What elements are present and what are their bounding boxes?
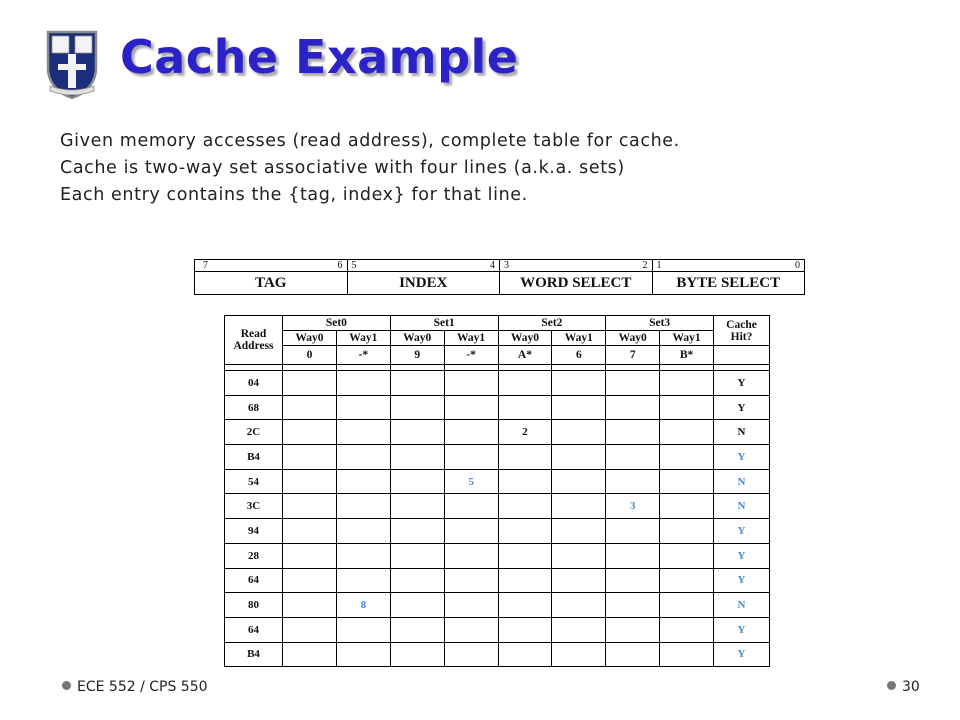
way-entry-cell <box>390 519 444 544</box>
way-entry-cell: 5 <box>444 469 498 494</box>
way-entry-cell <box>390 568 444 593</box>
cache-hit-header <box>714 316 770 346</box>
way-entry-cell <box>336 469 390 494</box>
description-line: Cache is two-way set associative with four lines (a.k.a. sets) <box>60 158 625 178</box>
way-entry-cell <box>498 395 552 420</box>
way-entry-cell <box>283 568 337 593</box>
way-entry-cell <box>390 593 444 618</box>
hit-label: Hit? <box>730 330 753 343</box>
way-entry-cell <box>498 469 552 494</box>
description-line: Given memory accesses (read address), complete table for cache. <box>60 131 680 151</box>
way-entry-cell <box>283 494 337 519</box>
way-entry-cell <box>606 593 660 618</box>
read-label: Read <box>240 328 267 340</box>
way-entry-cell <box>283 642 337 667</box>
way-entry-cell <box>606 543 660 568</box>
table-row <box>225 593 770 618</box>
way-entry-cell <box>336 519 390 544</box>
hit-cell: Y <box>714 519 770 544</box>
way-entry-cell <box>336 568 390 593</box>
way-entry-cell <box>336 371 390 396</box>
way-entry-cell <box>498 494 552 519</box>
cache-label: Cache <box>726 318 757 331</box>
read-address-header <box>225 316 283 365</box>
way-entry-cell <box>552 543 606 568</box>
bit-label: 1 <box>656 260 662 271</box>
way-entry-cell <box>336 543 390 568</box>
way-entry-cell <box>606 617 660 642</box>
table-row <box>225 445 770 470</box>
way-entry-cell <box>498 617 552 642</box>
way-entry-cell <box>390 494 444 519</box>
address-field-diagram <box>194 259 805 295</box>
way-entry-cell <box>444 593 498 618</box>
field-word-select: WORD SELECT <box>500 272 653 295</box>
way-entry-cell <box>606 642 660 667</box>
bit-range-index <box>347 260 500 272</box>
slide-title: Cache Example <box>120 30 519 84</box>
way-header: Way1 <box>660 331 714 346</box>
way-entry-cell <box>660 445 714 470</box>
read-address-cell: 54 <box>225 469 283 494</box>
way-entry-cell <box>283 420 337 445</box>
way-entry-cell <box>552 395 606 420</box>
table-row <box>225 371 770 396</box>
page-number-footer <box>887 679 920 695</box>
bit-label: 3 <box>504 260 509 271</box>
initial-entry: -* <box>444 346 498 365</box>
way-entry-cell: 2 <box>498 420 552 445</box>
bit-label: 5 <box>351 260 357 271</box>
initial-entry: 9 <box>390 346 444 365</box>
way-entry-cell <box>444 395 498 420</box>
read-address-cell: 68 <box>225 395 283 420</box>
read-address-cell: 3C <box>225 494 283 519</box>
description-list <box>60 128 680 209</box>
way-entry-cell <box>660 420 714 445</box>
way-entry-cell <box>336 494 390 519</box>
way-entry-cell <box>390 445 444 470</box>
table-row <box>225 642 770 667</box>
way-entry-cell: 3 <box>606 494 660 519</box>
way-entry-cell <box>498 568 552 593</box>
way-entry-cell <box>552 469 606 494</box>
way-entry-cell <box>660 469 714 494</box>
hit-cell: Y <box>714 642 770 667</box>
field-tag: TAG <box>195 272 348 295</box>
way-entry-cell <box>552 617 606 642</box>
way-entry-cell <box>444 494 498 519</box>
initial-state-row <box>225 346 770 365</box>
way-entry-cell <box>552 593 606 618</box>
way-entry-cell <box>606 519 660 544</box>
read-address-cell: 64 <box>225 617 283 642</box>
read-address-cell: 2C <box>225 420 283 445</box>
field-index: INDEX <box>347 272 500 295</box>
hit-cell: Y <box>714 617 770 642</box>
way-entry-cell <box>498 543 552 568</box>
hit-cell: N <box>714 469 770 494</box>
course-label: ECE 552 / CPS 550 <box>77 679 208 695</box>
bit-label: 0 <box>795 260 800 271</box>
table-row <box>225 617 770 642</box>
read-address-cell: B4 <box>225 642 283 667</box>
hit-cell: Y <box>714 568 770 593</box>
way-header-row <box>225 331 770 346</box>
way-header: Way1 <box>336 331 390 346</box>
hit-blank <box>714 346 770 365</box>
way-entry-cell <box>336 642 390 667</box>
footer-bullet-icon <box>887 681 896 690</box>
university-crest-logo <box>44 28 100 100</box>
bit-label: 4 <box>490 260 495 271</box>
set3-header: Set3 <box>606 316 714 331</box>
hit-cell: Y <box>714 371 770 396</box>
way-entry-cell <box>336 395 390 420</box>
initial-entry: A* <box>498 346 552 365</box>
initial-entry: 0 <box>283 346 337 365</box>
way-entry-cell <box>552 445 606 470</box>
course-footer <box>62 679 208 695</box>
read-address-cell: 94 <box>225 519 283 544</box>
way-entry-cell <box>660 494 714 519</box>
bit-label: 6 <box>337 260 343 271</box>
way-entry-cell <box>336 445 390 470</box>
way-entry-cell <box>660 543 714 568</box>
hit-cell: Y <box>714 445 770 470</box>
way-entry-cell <box>606 445 660 470</box>
initial-entry: -* <box>336 346 390 365</box>
initial-entry: B* <box>660 346 714 365</box>
way-entry-cell <box>444 420 498 445</box>
set0-header: Set0 <box>283 316 391 331</box>
way-header: Way0 <box>390 331 444 346</box>
way-entry-cell <box>660 568 714 593</box>
way-entry-cell <box>552 642 606 667</box>
hit-cell: N <box>714 420 770 445</box>
way-entry-cell <box>283 395 337 420</box>
way-entry-cell <box>390 420 444 445</box>
way-entry-cell <box>390 371 444 396</box>
read-address-cell: B4 <box>225 445 283 470</box>
way-entry-cell <box>283 519 337 544</box>
way-entry-cell <box>283 593 337 618</box>
page-number: 30 <box>902 679 920 695</box>
way-entry-cell <box>498 371 552 396</box>
way-header: Way1 <box>552 331 606 346</box>
way-entry-cell <box>390 469 444 494</box>
way-entry-cell <box>498 593 552 618</box>
way-header: Way0 <box>283 331 337 346</box>
table-row <box>225 469 770 494</box>
way-entry-cell <box>552 568 606 593</box>
way-entry-cell <box>498 519 552 544</box>
way-entry-cell <box>660 371 714 396</box>
address-label: Address <box>233 340 274 352</box>
way-entry-cell <box>283 543 337 568</box>
bit-range-word-select <box>500 260 653 272</box>
read-address-cell: 28 <box>225 543 283 568</box>
bit-label: 7 <box>203 260 208 271</box>
way-entry-cell <box>336 420 390 445</box>
description-line: Each entry contains the {tag, index} for that line. <box>60 185 528 205</box>
way-entry-cell <box>552 494 606 519</box>
way-entry-cell <box>444 519 498 544</box>
way-entry-cell <box>606 469 660 494</box>
way-entry-cell <box>444 543 498 568</box>
read-address-cell: 80 <box>225 593 283 618</box>
way-entry-cell <box>606 568 660 593</box>
bit-range-tag <box>195 260 348 272</box>
way-entry-cell <box>606 395 660 420</box>
way-entry-cell <box>390 617 444 642</box>
way-entry-cell <box>444 568 498 593</box>
way-entry-cell <box>283 371 337 396</box>
read-address-cell: 04 <box>225 371 283 396</box>
way-entry-cell <box>390 543 444 568</box>
hit-cell: N <box>714 593 770 618</box>
bit-label: 2 <box>642 260 648 271</box>
way-entry-cell <box>606 371 660 396</box>
way-entry-cell <box>283 445 337 470</box>
way-header: Way0 <box>498 331 552 346</box>
way-entry-cell <box>444 445 498 470</box>
way-entry-cell <box>283 617 337 642</box>
hit-cell: Y <box>714 395 770 420</box>
way-header: Way1 <box>444 331 498 346</box>
way-entry-cell <box>444 617 498 642</box>
way-entry-cell <box>606 420 660 445</box>
way-entry-cell <box>552 371 606 396</box>
way-entry-cell <box>660 593 714 618</box>
table-row <box>225 494 770 519</box>
way-entry-cell: 8 <box>336 593 390 618</box>
way-entry-cell <box>660 642 714 667</box>
initial-entry: 7 <box>606 346 660 365</box>
way-entry-cell <box>283 469 337 494</box>
way-entry-cell <box>444 642 498 667</box>
way-entry-cell <box>336 617 390 642</box>
way-entry-cell <box>390 642 444 667</box>
way-entry-cell <box>660 617 714 642</box>
set2-header: Set2 <box>498 316 606 331</box>
hit-cell: Y <box>714 543 770 568</box>
hit-cell: N <box>714 494 770 519</box>
way-entry-cell <box>660 395 714 420</box>
way-header: Way0 <box>606 331 660 346</box>
table-row <box>225 395 770 420</box>
initial-entry: 6 <box>552 346 606 365</box>
read-address-cell: 64 <box>225 568 283 593</box>
table-row <box>225 519 770 544</box>
table-row <box>225 420 770 445</box>
way-entry-cell <box>498 445 552 470</box>
way-entry-cell <box>660 519 714 544</box>
table-row <box>225 568 770 593</box>
way-entry-cell <box>498 642 552 667</box>
way-entry-cell <box>552 420 606 445</box>
cache-table <box>224 315 770 667</box>
set1-header: Set1 <box>390 316 498 331</box>
table-row <box>225 543 770 568</box>
way-entry-cell <box>552 519 606 544</box>
footer-bullet-icon <box>62 681 71 690</box>
way-entry-cell <box>444 371 498 396</box>
way-entry-cell <box>390 395 444 420</box>
bit-range-byte-select <box>652 260 805 272</box>
field-byte-select: BYTE SELECT <box>652 272 805 295</box>
